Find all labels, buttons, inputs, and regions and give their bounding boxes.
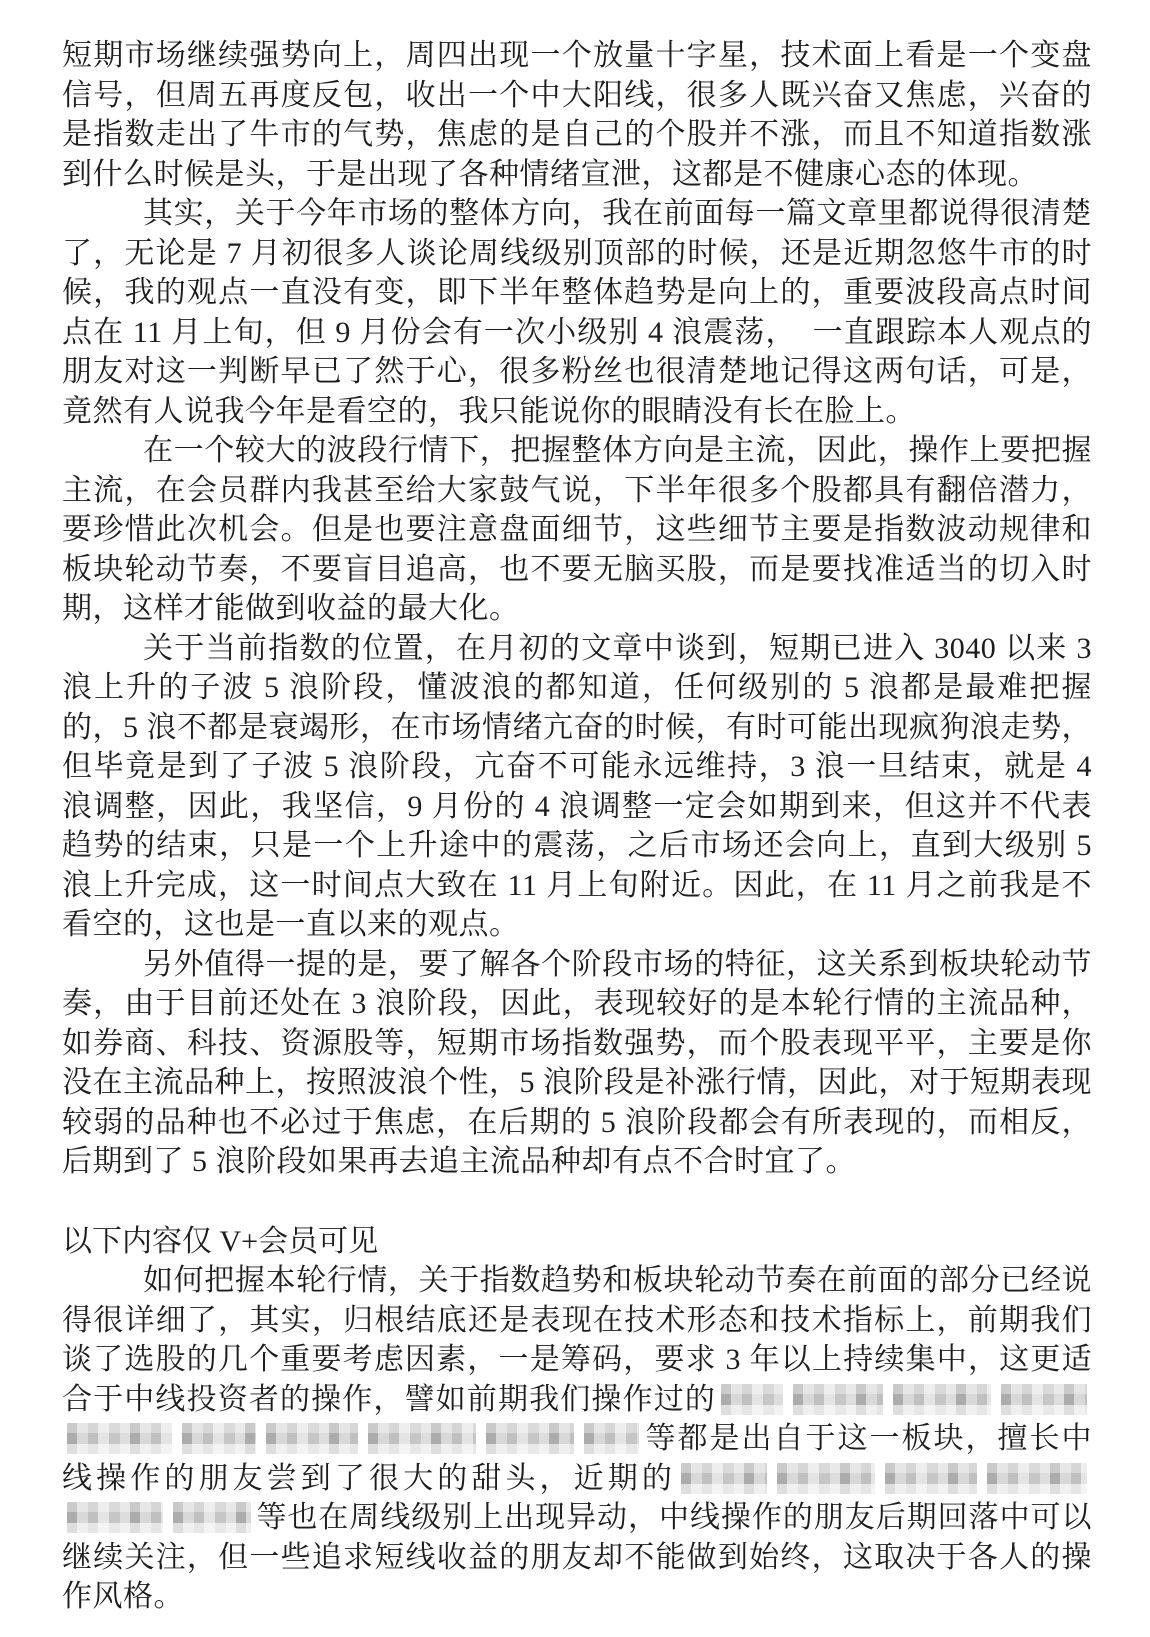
redacted-stock-name xyxy=(67,1423,172,1454)
members-only-paragraph: 如何把握本轮行情，关于指数趋势和板块轮动节奏在前面的部分已经说得很详细了，其实，归根结底还是表现在技术形态和技术指标上，前期我们谈了选股的几个重要考虑因素，一是筹码，要求 3 年以上持续集中，这更适合于中线投资者的操作，譬如前期我们操作过的等都是出自于这一板块，擅长中线操作的朋友尝到了很大的甜头，近期的等也在周线级别上出现异动，中线操作的朋友后期回落中可以继续关注，但一些追求短线收益的朋友却不能做到始终，这取决于各人的操作风格。 xyxy=(62,1264,1092,1613)
redacted-stock-name xyxy=(721,1384,783,1415)
redacted-stock-name xyxy=(681,1463,767,1494)
redacted-stock-name xyxy=(987,1463,1087,1494)
redacted-stock-name xyxy=(182,1423,256,1454)
redacted-stock-name xyxy=(67,1502,163,1533)
para-market-overview: 短期市场继续强势向上，周四出现一个放量十字星，技术面上看是一个变盘信号，但周五再度反包，收出一个中大阳线，很多人既兴奋又焦虑，兴奋的是指数走出了牛市的气势，焦虑的是自己的个股并不涨，而且不知道指数涨到什么时候是头，于是出现了各种情绪宣泄，这都是不健康心态的体现。 xyxy=(62,39,1092,191)
redacted-stock-name xyxy=(266,1423,358,1454)
redacted-stock-name xyxy=(368,1423,476,1454)
redacted-stock-name xyxy=(486,1423,574,1454)
redacted-stock-name xyxy=(584,1423,639,1454)
para-yearly-direction: 其实，关于今年市场的整体方向，我在前面每一篇文章里都说得很清楚了，无论是 7 月初很多人谈论周线级别顶部的时候，还是近期忽悠牛市的时候，我的观点一直没有变，即下半年整体趋势是向上的，重要波段高点时间点在 11 月上旬，但 9 月份会有一次小级别 4 浪震荡， 一直跟踪本人观点的朋友对这一判断早已了然于心，很多粉丝也很清楚地记得这两句话，可是，竟然有人说我今年是看空的，我只能说你的眼睛没有长在脸上。 xyxy=(62,197,1092,428)
article-body xyxy=(62,36,1092,1182)
para-index-position: 关于当前指数的位置，在月初的文章中谈到，短期已进入 3040 以来 3 浪上升的子波 5 浪阶段，懂波浪的都知道，任何级别的 5 浪都是最难把握的，5 浪不都是衰竭形，在市场情绪亢奋的时候，有时可能出现疯狗浪走势，但毕竟是到了子波 5 浪阶段，亢奋不可能永远维持，3 浪一旦结束，就是 4 浪调整，因此，我坚信，9 月份的 4 浪调整一定会如期到来，但这并不代表趋势的结束，只是一个上升途中的震荡，之后市场还会向上，直到大级别 5 浪上升完成，这一时间点大致在 11 月上旬附近。因此，在 11 月之前我是不看空的，这也是一直以来的观点。 xyxy=(62,631,1092,941)
redacted-stock-name xyxy=(793,1384,883,1415)
redacted-stock-name xyxy=(777,1463,875,1494)
redacted-stock-name xyxy=(885,1463,977,1494)
redacted-stock-name xyxy=(1001,1384,1087,1415)
para-sector-rotation: 另外值得一提的是，要了解各个阶段市场的特征，这关系到板块轮动节奏，由于目前还处在 3 浪阶段，因此，表现较好的是本轮行情的主流品种，如券商、科技、资源股等，短期市场指数强势，而个股表现平平，主要是你没在主流品种上，按照波浪个性，5 浪阶段是补涨行情，因此，对于短期表现较弱的品种也不必过于焦虑，在后期的 5 浪阶段都会有所表现的，而相反，后期到了 5 浪阶段如果再去追主流品种却有点不合时宜了。 xyxy=(62,947,1092,1178)
redacted-stock-name xyxy=(173,1502,251,1533)
redacted-stock-name xyxy=(893,1384,991,1415)
members-only-heading: 以下内容仅 V+会员可见 xyxy=(62,1224,379,1258)
para-band-strategy: 在一个较大的波段行情下，把握整体方向是主流，因此，操作上要把握主流，在会员群内我甚至给大家鼓气说，下半年很多个股都具有翻倍潜力，要珍惜此次机会。但是也要注意盘面细节，这些细节主要是指数波动规律和板块轮动节奏，不要盲目追高，也不要无脑买股，而是要找准适当的切入时期，这样才能做到收益的最大化。 xyxy=(62,434,1092,625)
